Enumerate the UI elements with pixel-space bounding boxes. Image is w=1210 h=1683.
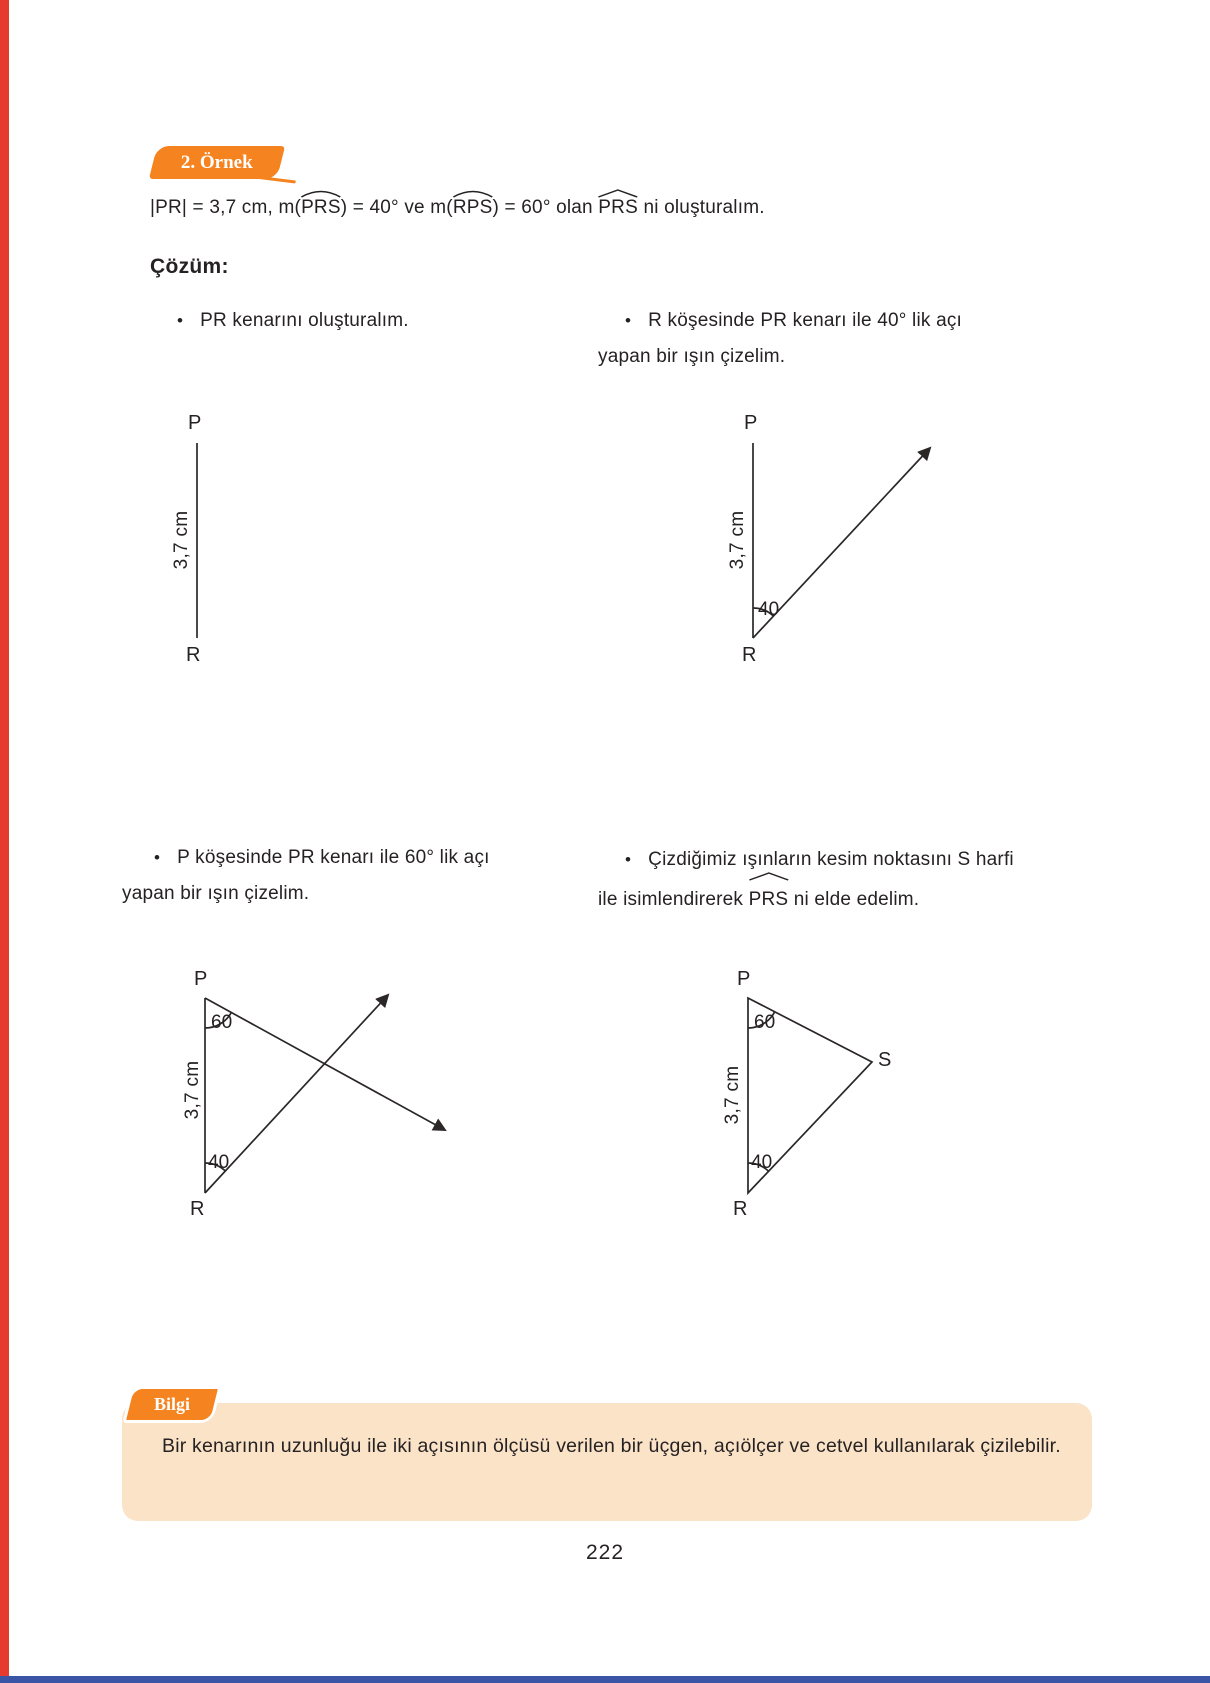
step1-text: PR kenarını oluşturalım. xyxy=(200,310,409,331)
bullet-icon: • xyxy=(625,311,632,330)
d3-angle-40-label: 40 xyxy=(208,1152,230,1173)
d1-point-p-label: P xyxy=(188,412,202,434)
d4-angle-60-label: 60 xyxy=(754,1012,776,1033)
statement-part3: ) = 60° olan xyxy=(492,197,599,218)
step1-line xyxy=(150,303,510,339)
left-edge-accent-bar xyxy=(0,0,9,1683)
bullet-icon: • xyxy=(154,848,161,867)
d4-point-r-label: R xyxy=(733,1198,748,1220)
d3-point-r-label: R xyxy=(190,1198,205,1220)
bullet-icon: • xyxy=(625,850,632,869)
arc-hat-icon xyxy=(299,189,343,198)
step3-line2: yapan bir ışın çizelim. xyxy=(122,883,310,904)
d3-length-label: 3,7 cm xyxy=(182,1060,203,1120)
step2-line1: • R köşesinde PR kenarı ile 40° lik açı xyxy=(598,303,1028,339)
statement-part2: ) = 40° ve m( xyxy=(340,197,453,218)
info-badge-label: Bilgi xyxy=(153,1394,190,1414)
d4-angle-40-label: 40 xyxy=(751,1152,773,1173)
d1-length-label: 3,7 cm xyxy=(171,510,192,570)
d2-point-r-label: R xyxy=(742,644,757,666)
triangle-hat-icon xyxy=(596,189,640,198)
step4-line2: ile isimlendirerek PRS ni elde edelim. xyxy=(598,880,1038,920)
d3-ray-from-r xyxy=(205,995,388,1193)
d4-point-p-label: P xyxy=(737,968,751,990)
statement-part1: |PR| = 3,7 cm, m( xyxy=(150,197,302,218)
solution-heading: Çözüm: xyxy=(150,255,229,278)
step4-text-block xyxy=(598,840,1038,920)
triangle-prs-notation: PRS xyxy=(598,197,638,219)
bottom-edge-accent-bar xyxy=(0,1676,1210,1683)
step4-line1: • Çizdiğimiz ışınların kesim noktasını S harfi xyxy=(598,840,1038,880)
d2-length-label: 3,7 cm xyxy=(727,510,748,570)
d3-point-p-label: P xyxy=(194,968,208,990)
bullet-icon: • xyxy=(177,311,184,330)
d2-point-p-label: P xyxy=(744,412,758,434)
d2-angle-40-label: 40 xyxy=(758,599,780,620)
triangle-prs-notation: PRS xyxy=(749,880,789,920)
d1-point-r-label: R xyxy=(186,644,201,666)
triangle-hat-icon xyxy=(747,872,791,881)
d2-ray-from-r xyxy=(753,448,930,638)
info-text: Bir kenarının uzunluğu ile iki açısının ölçüsü verilen bir üçgen, açıölçer ve cetvel kullanılarak çizilebilir. xyxy=(162,1435,1061,1457)
d4-point-s-label: S xyxy=(878,1049,892,1071)
step1-text-block xyxy=(150,303,510,339)
step2-text-block xyxy=(598,303,1028,375)
problem-statement xyxy=(150,197,910,219)
statement-part4: ni oluşturalım. xyxy=(637,197,765,218)
d3-angle-60-label: 60 xyxy=(211,1012,233,1033)
arc-hat-icon xyxy=(451,189,495,198)
d3-ray-from-p xyxy=(205,998,445,1130)
info-badge xyxy=(122,1386,221,1423)
step3-text-block xyxy=(122,840,562,912)
angle-rps-notation: RPS xyxy=(453,197,493,219)
step3-line1: • P köşesinde PR kenarı ile 60° lik açı xyxy=(122,840,562,876)
example-badge xyxy=(149,146,285,179)
example-badge-label: 2. Örnek xyxy=(181,151,253,173)
d4-length-label: 3,7 cm xyxy=(722,1065,743,1125)
angle-prs-notation: PRS xyxy=(301,197,341,219)
step2-line2: yapan bir ışın çizelim. xyxy=(598,346,786,367)
page-number: 222 xyxy=(585,1541,625,1564)
